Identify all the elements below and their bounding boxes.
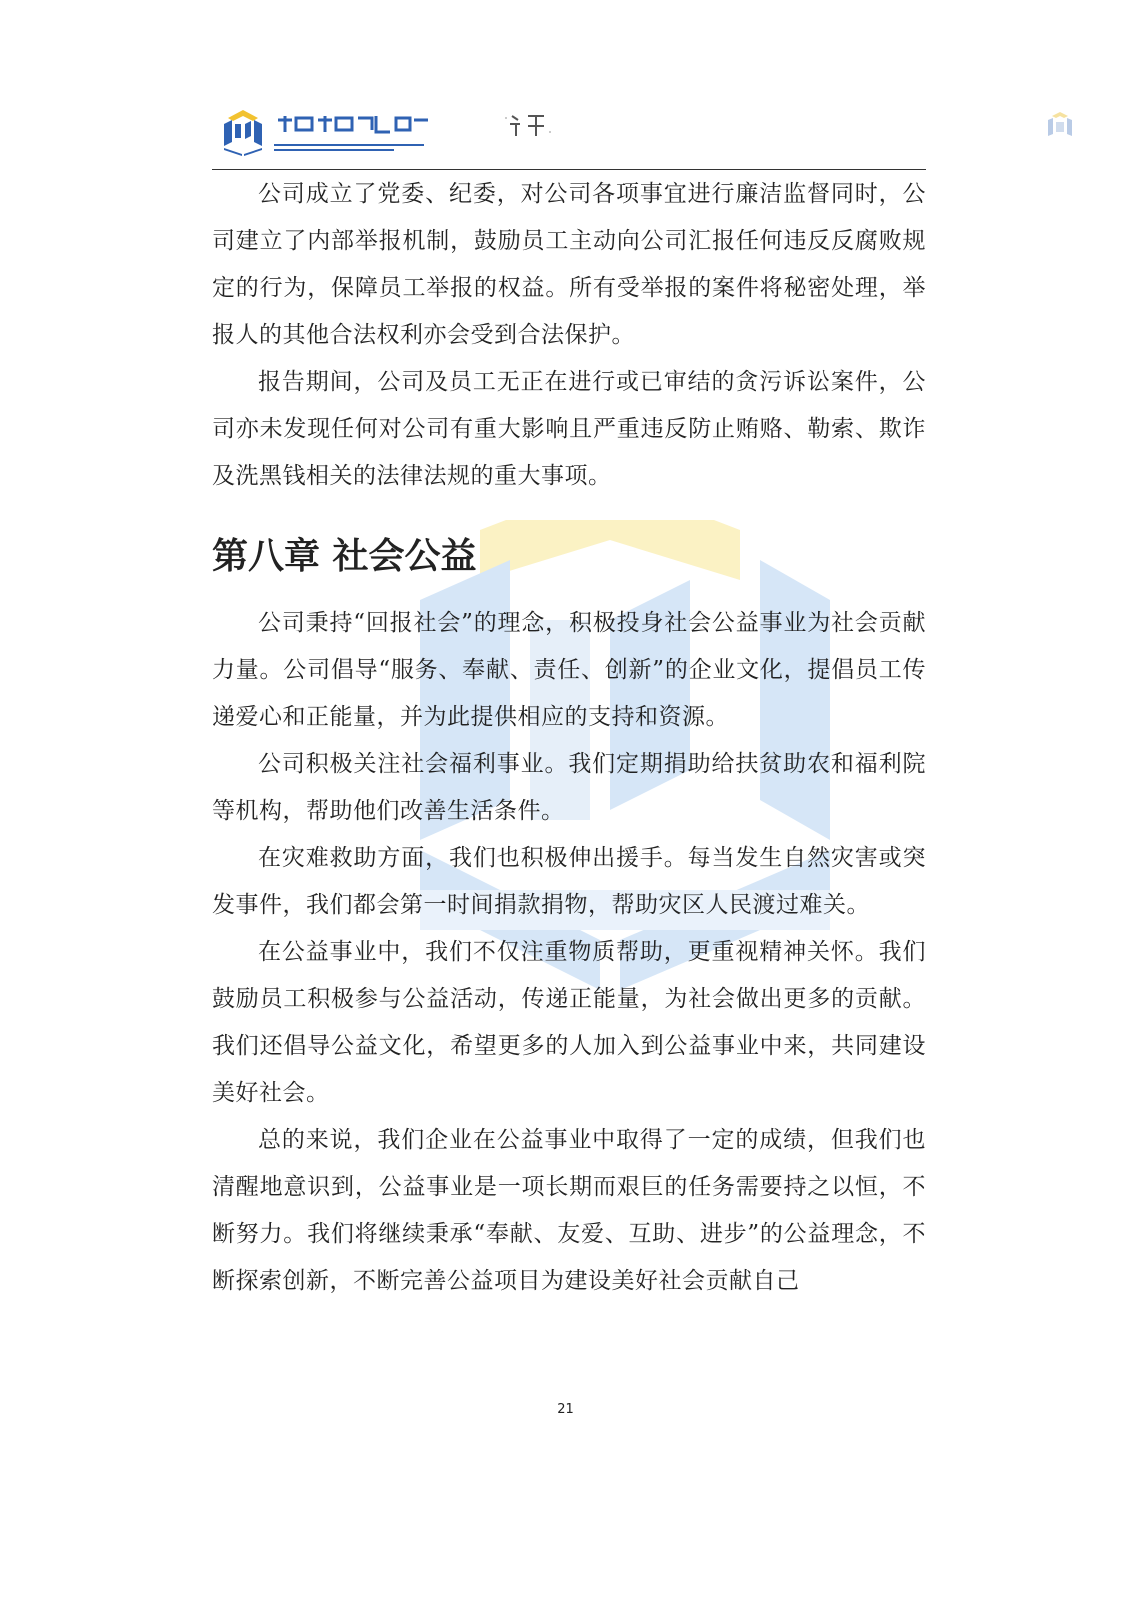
page-header xyxy=(212,100,926,170)
paragraph-litigation-statement: 报告期间，公司及员工无正在进行或已审结的贪污诉讼案件，公司亦未发现任何对公司有重大影响且严重违反防止贿赂、勒索、欺诈及洗黑钱相关的法律法规的重大事项。 xyxy=(212,369,926,489)
paragraph-welfare: 公司积极关注社会福利事业。我们定期捐助给扶贫助农和福利院等机构，帮助他们改善生活条件。 xyxy=(212,751,926,824)
company-logo-wordmark xyxy=(274,114,434,158)
paragraph-philosophy: 公司秉持“回报社会”的理念，积极投身社会公益事业为社会贡献力量。公司倡导“服务、奉献、责任、创新”的企业文化，提倡员工传递爱心和正能量，并为此提供相应的支持和资源。 xyxy=(212,610,926,730)
chapter-title: 第八章 社会公益 xyxy=(212,536,477,577)
paragraph-disaster-relief: 在灾难救助方面，我们也积极伸出援手。每当发生自然灾害或突发事件，我们都会第一时间捐款捐物，帮助灾区人民渡过难关。 xyxy=(212,845,926,918)
document-body xyxy=(212,171,926,1305)
paragraph-anti-corruption: 公司成立了党委、纪委，对公司各项事宜进行廉洁监督同时，公司建立了内部举报机制，鼓励员工主动向公司汇报任何违反反腐败规定的行为，保障员工举报的权益。所有受举报的案件将秘密处理，举报人的其他合法权利亦会受到合法保护。 xyxy=(212,181,926,348)
company-logo-icon xyxy=(220,108,266,156)
page-number: 21 xyxy=(557,1402,574,1417)
corner-logo-icon xyxy=(1040,110,1080,146)
certification-stamp xyxy=(502,110,562,140)
paragraph-summary: 总的来说，我们企业在公益事业中取得了一定的成绩，但我们也清醒地意识到，公益事业是一项长期而艰巨的任务需要持之以恒，不断努力。我们将继续秉承“奉献、友爱、互助、进步”的公益理念，不断探索创新，不断完善公益项目为建设美好社会贡献自己 xyxy=(212,1127,926,1294)
header-divider xyxy=(212,169,926,170)
paragraph-spiritual-care: 在公益事业中，我们不仅注重物质帮助，更重视精神关怀。我们鼓励员工积极参与公益活动，传递正能量，为社会做出更多的贡献。我们还倡导公益文化，希望更多的人加入到公益事业中来，共同建设美好社会。 xyxy=(212,939,926,1106)
